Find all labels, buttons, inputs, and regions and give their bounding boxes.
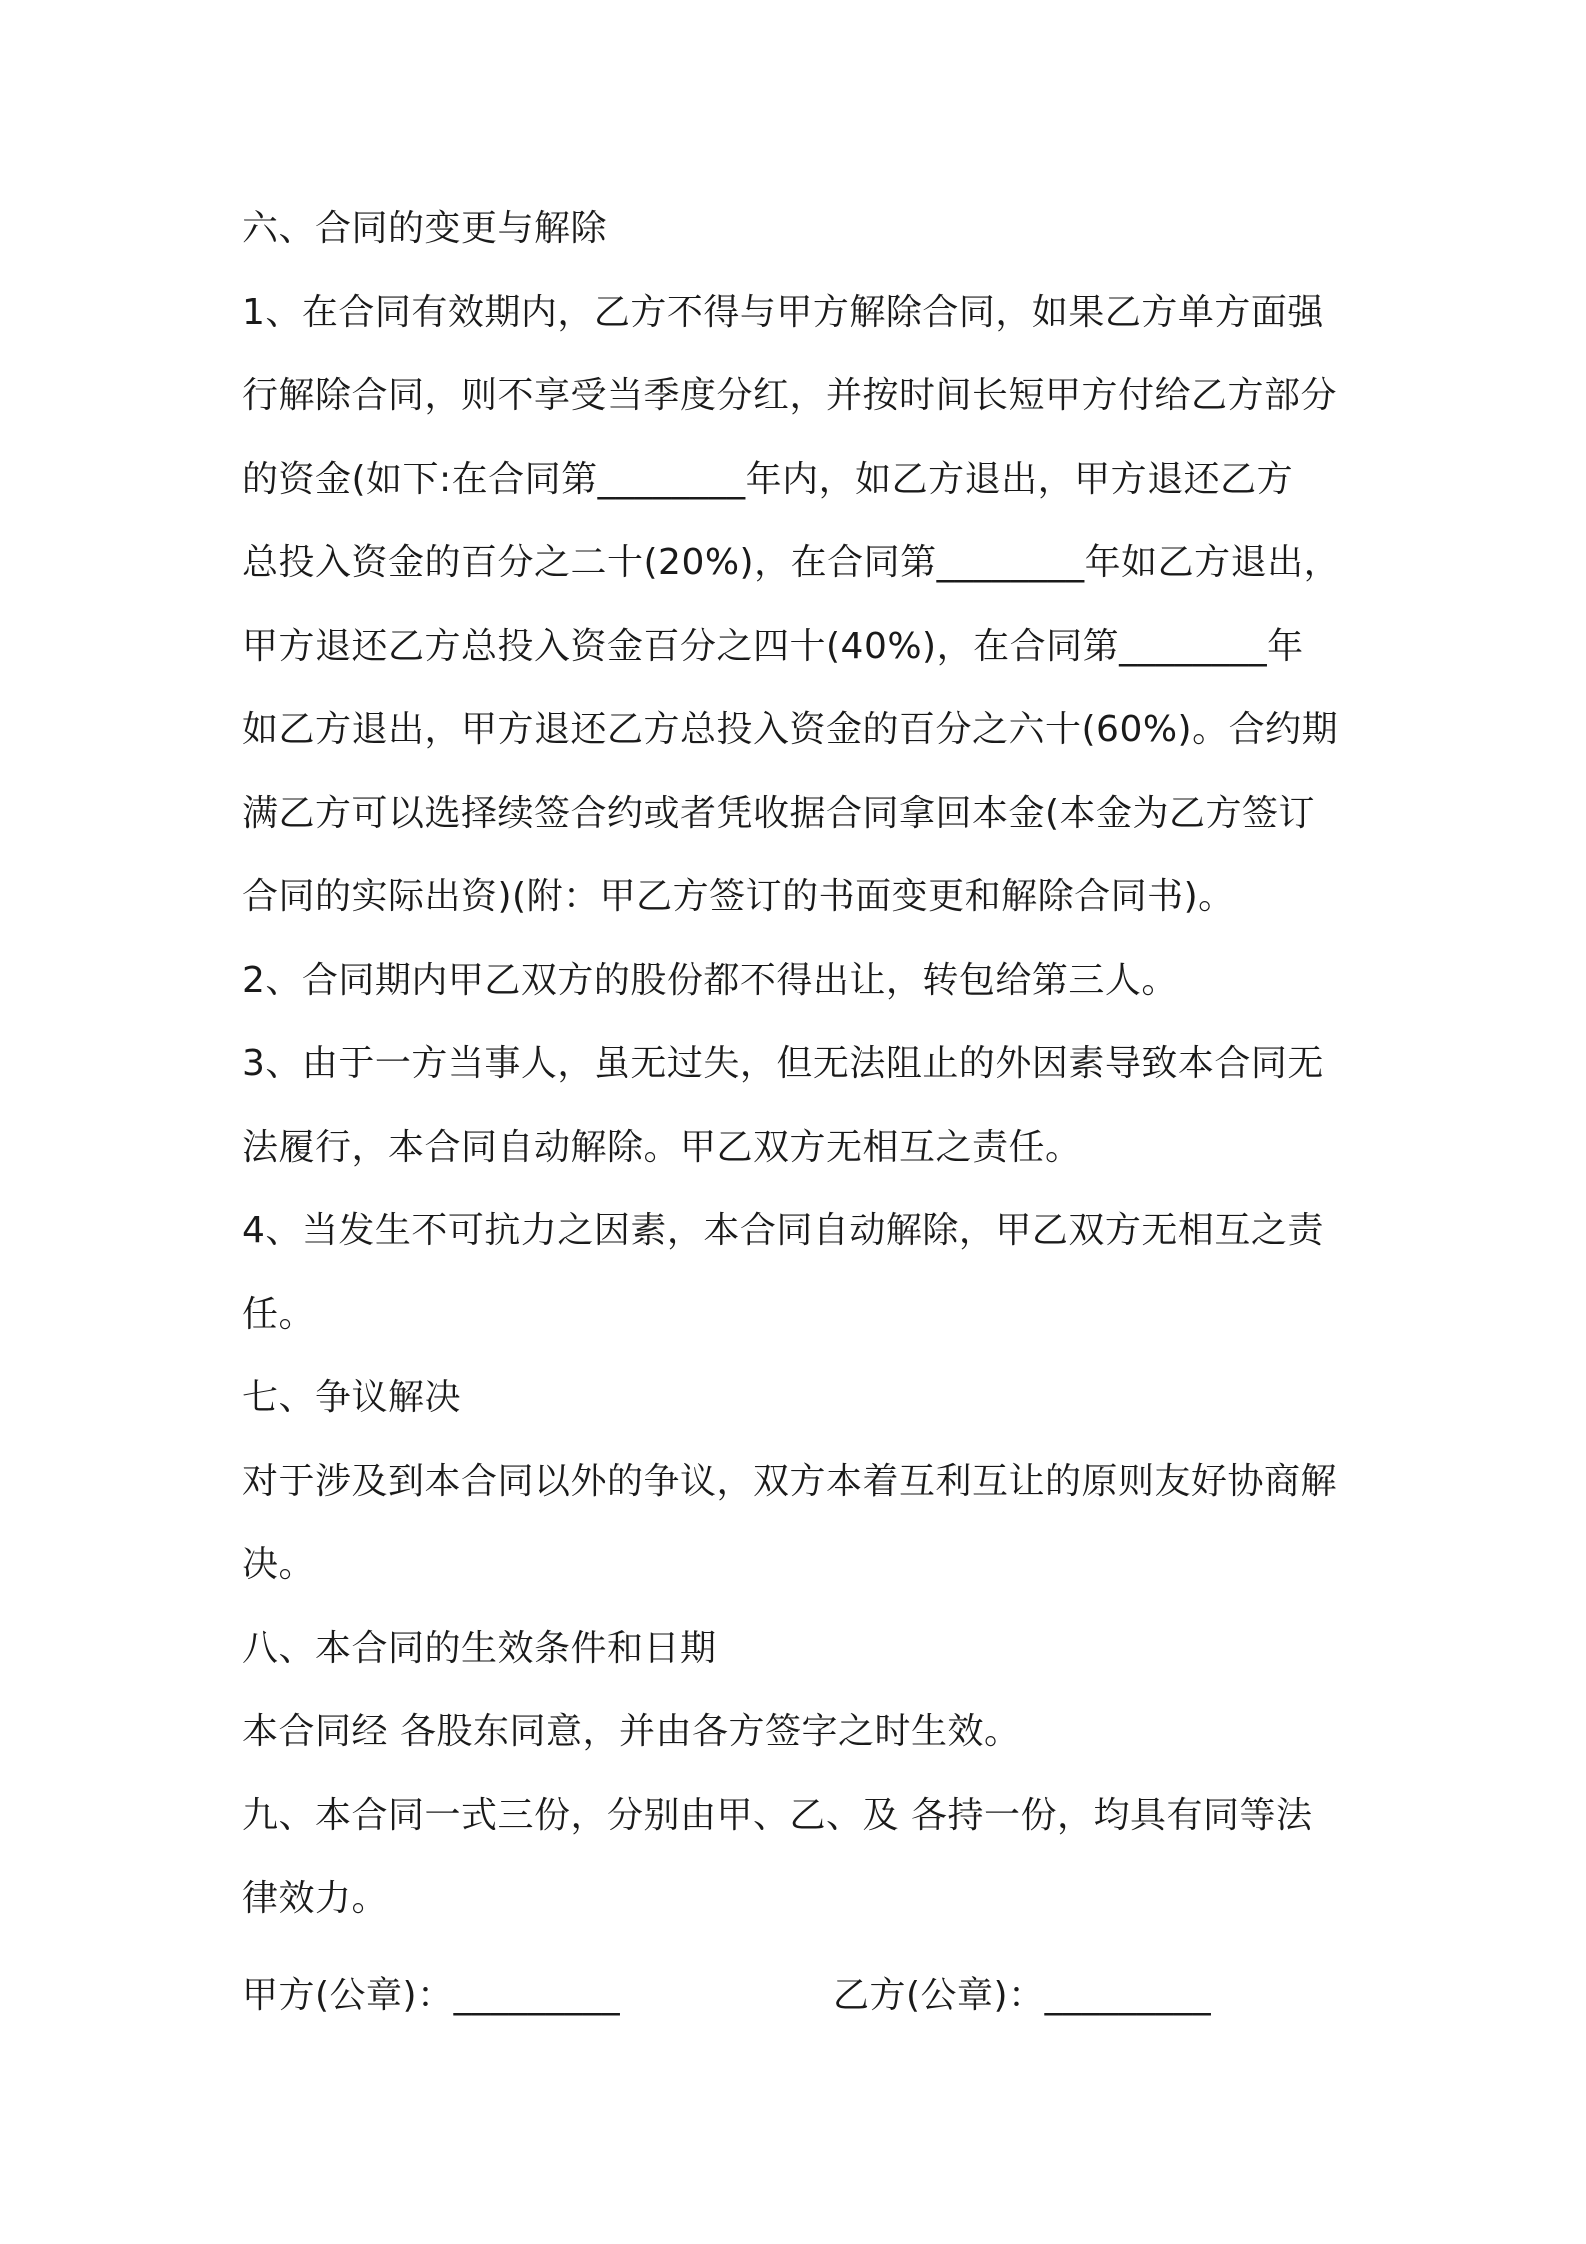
section-7-body-line-1: 对于涉及到本合同以外的争议，双方本着互利互让的原则友好协商解	[242, 1461, 1338, 1502]
clause-6-4-line-1: 4、当发生不可抗力之因素，本合同自动解除，甲乙双方无相互之责	[242, 1210, 1324, 1251]
clause-6-1-line-5: 甲方退还乙方总投入资金百分之四十(40%)，在合同第________年	[242, 626, 1304, 667]
section-9-line-1: 九、本合同一式三份，分别由甲、乙、及 各持一份，均具有同等法	[242, 1795, 1313, 1836]
clause-6-3-line-2: 法履行，本合同自动解除。甲乙双方无相互之责任。	[242, 1127, 1082, 1168]
clause-6-1-line-4: 总投入资金的百分之二十(20%)，在合同第________年如乙方退出，	[242, 542, 1341, 583]
clause-6-1-line-7: 满乙方可以选择续签合约或者凭收据合同拿回本金(本金为乙方签订	[242, 793, 1316, 834]
clause-6-1-line-2: 行解除合同，则不享受当季度分红，并按时间长短甲方付给乙方部分	[242, 375, 1338, 416]
clause-6-4-line-2: 任。	[242, 1294, 316, 1335]
clause-6-1-line-1: 1、在合同有效期内，乙方不得与甲方解除合同，如果乙方单方面强	[242, 292, 1324, 333]
clause-6-1-line-6: 如乙方退出，甲方退还乙方总投入资金的百分之六十(60%)。合约期	[242, 709, 1339, 750]
section-7-body-line-2: 决。	[242, 1544, 316, 1585]
clause-6-2: 2、合同期内甲乙双方的股份都不得出让，转包给第三人。	[242, 960, 1178, 1001]
section-7-heading: 七、争议解决	[242, 1377, 462, 1418]
clause-6-3-line-1: 3、由于一方当事人，虽无过失，但无法阻止的外因素导致本合同无	[242, 1043, 1324, 1084]
section-6-heading: 六、合同的变更与解除	[242, 208, 608, 249]
clause-6-1-line-8: 合同的实际出资)(附：甲乙方签订的书面变更和解除合同书)。	[242, 876, 1235, 917]
clause-6-1-line-3: 的资金(如下:在合同第________年内，如乙方退出，甲方退还乙方	[242, 459, 1294, 500]
party-b-signature: 乙方(公章)：_________	[833, 1975, 1212, 2016]
party-a-signature: 甲方(公章)：_________	[242, 1975, 621, 2016]
section-8-body: 本合同经 各股东同意，并由各方签字之时生效。	[242, 1711, 1021, 1752]
section-8-heading: 八、本合同的生效条件和日期	[242, 1628, 717, 1669]
section-9-line-2: 律效力。	[242, 1878, 389, 1919]
